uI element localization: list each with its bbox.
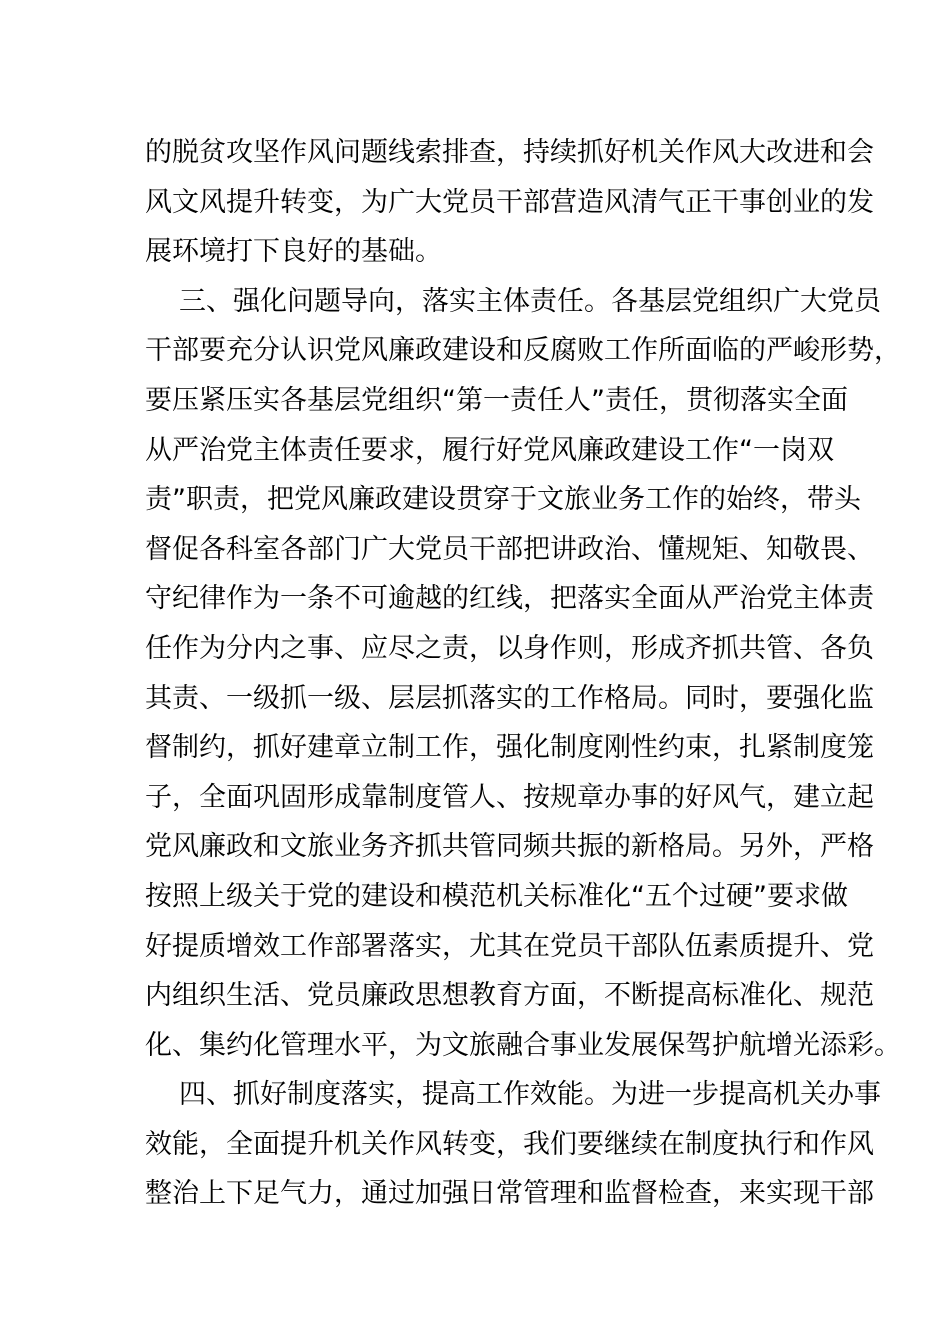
text-line: 展环境打下良好的基础。 [145,236,442,268]
document-body [145,128,901,1219]
text-line: 其责、一级抓一级、层层抓落实的工作格局。同时，要强化监 [145,682,874,714]
text-line: 的脱贫攻坚作风问题线索排查，持续抓好机关作风大改进和会 [145,137,874,168]
text-line: 内组织生活、党员廉政思想教育方面，不断提高标准化、规范 [145,980,874,1012]
text-line: 干部要充分认识党风廉政建设和反腐败工作所面临的严峻形势， [145,335,901,367]
text-line: 效能，全面提升机关作风转变，我们要继续在制度执行和作风 [145,1128,874,1160]
text-line: 责”职责，把党风廉政建设贯穿于文旅业务工作的始终，带头 [145,484,861,516]
text-line: 好提质增效工作部署落实，尤其在党员干部队伍素质提升、党 [145,930,874,962]
text-line: 风文风提升转变，为广大党员干部营造风清气正干事创业的发 [145,186,874,218]
text-line: 督制约，抓好建章立制工作，强化制度刚性约束，扎紧制度笼 [145,732,874,764]
section-4-heading-line: 四、抓好制度落实，提高工作效能。为进一步提高机关办事 [179,1079,881,1111]
text-line: 整治上下足气力，通过加强日常管理和监督检查，来实现干部 [145,1178,874,1210]
text-line: 化、集约化管理水平，为文旅融合事业发展保驾护航增光添彩。 [145,1029,901,1061]
text-line: 党风廉政和文旅业务齐抓共管同频共振的新格局。另外，严格 [145,831,874,863]
text-line: 子，全面巩固形成靠制度管人、按规章办事的好风气，建立起 [145,781,874,813]
text-line: 督促各科室各部门广大党员干部把讲政治、懂规矩、知敬畏、 [145,533,874,565]
text-line: 任作为分内之事、应尽之责，以身作则，形成齐抓共管、各负 [145,632,874,664]
text-line: 按照上级关于党的建设和模范机关标准化“五个过硬”要求做 [145,880,848,912]
text-line: 守纪律作为一条不可逾越的红线，把落实全面从严治党主体责 [145,583,874,615]
section-3-heading-line: 三、强化问题导向，落实主体责任。各基层党组织广大党员 [179,285,881,317]
text-line: 从严治党主体责任要求，履行好党风廉政建设工作“一岗双 [145,434,834,466]
text-line: 要压紧压实各基层党组织“第一责任人”责任，贯彻落实全面 [145,384,848,416]
